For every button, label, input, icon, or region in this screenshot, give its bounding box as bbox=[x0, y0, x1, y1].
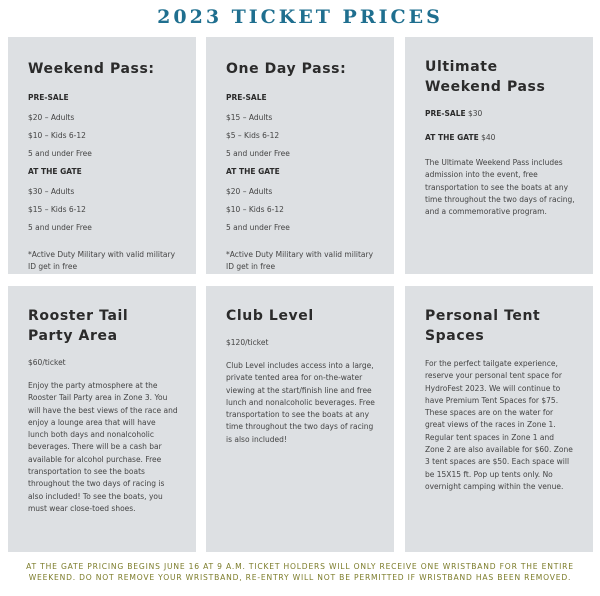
card-club-level bbox=[206, 286, 394, 552]
card-personal-tent-spaces bbox=[405, 286, 593, 552]
card-one-day-pass bbox=[206, 37, 394, 274]
gate-price: $40 bbox=[481, 133, 496, 142]
gate-adults: $30 – Adults bbox=[28, 187, 75, 196]
card-title: Weekend Pass: bbox=[28, 61, 155, 77]
card-ultimate-weekend-pass bbox=[405, 37, 593, 274]
card-title: One Day Pass: bbox=[226, 61, 347, 77]
gate-kids: $10 – Kids 6-12 bbox=[226, 205, 284, 214]
presale-under5: 5 and under Free bbox=[226, 149, 290, 158]
gate-under5: 5 and under Free bbox=[28, 223, 92, 232]
gate-kids: $15 – Kids 6-12 bbox=[28, 205, 86, 214]
military-note: *Active Duty Military with valid military ID get in free bbox=[226, 250, 374, 271]
card-rooster-tail-party-area bbox=[8, 286, 196, 552]
presale-kids: $10 – Kids 6-12 bbox=[28, 131, 86, 140]
presale-kids: $5 – Kids 6-12 bbox=[226, 131, 280, 140]
page-title: 2023 TICKET PRICES bbox=[157, 6, 443, 28]
presale-label: PRE-SALE bbox=[425, 109, 466, 118]
presale-label: PRE-SALE bbox=[226, 93, 267, 102]
card-description: Enjoy the party atmosphere at the Rooster Tail Party area in Zone 3. You will have the best views of the race and enjoy a lounge area that will have lunch both days and nonalcoholic beverages. There will be a cash bar available for alcohol purchase. Free transportation to see the boats throughout the two days of racing is also included! To see the boats, you must wear close-toed shoes. bbox=[28, 381, 178, 513]
gate-label: AT THE GATE bbox=[28, 167, 82, 176]
presale-under5: 5 and under Free bbox=[28, 149, 92, 158]
presale-price: $30 bbox=[468, 109, 483, 118]
gate-under5: 5 and under Free bbox=[226, 223, 290, 232]
card-weekend-pass bbox=[8, 37, 196, 274]
card-title: Ultimate Weekend Pass bbox=[425, 59, 546, 95]
presale-adults: $20 – Adults bbox=[28, 113, 75, 122]
card-title: Club Level bbox=[226, 308, 314, 324]
card-description: For the perfect tailgate experience, reserve your personal tent space for HydroFest 2023. We will continue to have Premium Tent Spaces for $75. These spaces are on the water for great views of the races in Zone 1. Regular tent spaces in Zone 1 and Zone 2 are also available for $60. Zone 3 tent spaces are $50. Each space will be 15X15 ft. Pop up tents only. No overnight camping within the venue. bbox=[425, 359, 573, 491]
footer-notice: AT THE GATE PRICING BEGINS JUNE 16 AT 9 A.M. TICKET HOLDERS WILL ONLY RECEIVE ONE WRISTBAND FOR THE ENTIRE WEEKEND. DO NOT REMOVE YOUR WRISTBAND, RE-ENTRY WILL NOT BE PERMITTED IF WRISTBAND HAS BEEN REMOVED. bbox=[26, 562, 574, 582]
gate-label: AT THE GATE bbox=[425, 133, 479, 142]
card-title: Personal Tent Spaces bbox=[425, 308, 541, 344]
gate-label: AT THE GATE bbox=[226, 167, 280, 176]
gate-adults: $20 – Adults bbox=[226, 187, 273, 196]
card-description: The Ultimate Weekend Pass includes admission into the event, free transportation to see the boats at any time throughout the two days of racing, and a commemorative program. bbox=[425, 158, 575, 217]
card-description: Club Level includes access into a large, private tented area for on-the-water viewing at the start/finish line and free lunch and nonalcoholic beverages. Free transportation to see the boats at any time throughout the two days of racing is also included! bbox=[226, 361, 375, 444]
presale-row bbox=[425, 109, 575, 119]
presale-label: PRE-SALE bbox=[28, 93, 69, 102]
ticket-price: $60/ticket bbox=[28, 358, 66, 367]
card-title: Rooster Tail Party Area bbox=[28, 308, 129, 344]
ticket-price: $120/ticket bbox=[226, 338, 269, 347]
military-note: *Active Duty Military with valid military ID get in free bbox=[28, 250, 176, 271]
gate-row bbox=[425, 133, 575, 143]
presale-adults: $15 – Adults bbox=[226, 113, 273, 122]
